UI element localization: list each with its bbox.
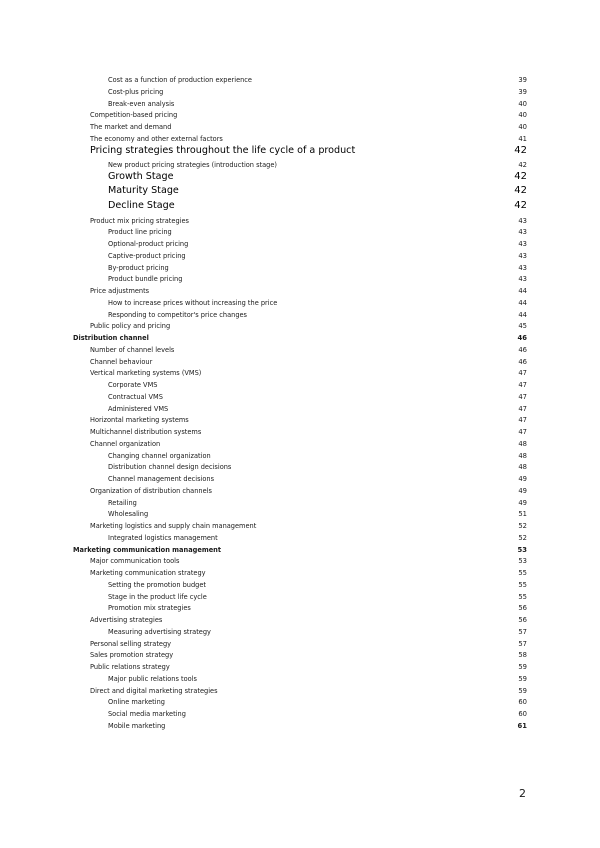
toc-entry[interactable] [73,544,527,556]
toc-entry-page: 44 [518,310,527,319]
page-number: 2 [519,787,526,800]
toc-entry-page: 42 [514,185,527,197]
toc-entry[interactable] [108,532,527,544]
toc-entry-page: 42 [514,200,527,212]
toc-entry[interactable] [73,332,527,344]
toc-entry-title: Number of channel levels [90,345,175,354]
toc-entry-page: 39 [518,87,527,96]
toc-entry-title: Product bundle pricing [108,275,183,284]
toc-entry[interactable] [108,185,527,197]
toc-entry-page: 40 [518,111,527,120]
toc-entry-page: 46 [518,357,527,366]
toc-entry-page: 48 [518,463,527,472]
toc-entry-page: 51 [518,510,527,519]
toc-entry[interactable] [108,473,527,485]
toc-entry-title: Break-even analysis [108,99,175,108]
toc-entry[interactable] [90,426,527,438]
toc-entry-title: Mobile marketing [108,721,166,730]
toc-entry[interactable] [108,720,527,732]
toc-entry-title: Advertising strategies [90,616,163,625]
toc-entry-page: 57 [518,627,527,636]
toc-entry-page: 40 [518,123,527,131]
toc-entry[interactable] [108,403,527,415]
toc-entry[interactable] [90,438,527,450]
toc-entry[interactable] [90,685,527,697]
toc-entry[interactable] [90,109,527,121]
toc-entry-page: 47 [518,416,527,425]
toc-entry-page: 42 [514,144,527,156]
toc-entry-title: Growth Stage [108,170,174,182]
toc-entry[interactable] [90,285,527,297]
toc-entry[interactable] [90,145,527,157]
toc-entry[interactable] [108,379,527,391]
toc-entry-page: 46 [517,334,527,343]
toc-entry[interactable] [108,708,527,720]
toc-entry-page: 49 [518,498,527,507]
toc-entry-page: 43 [518,263,527,272]
toc-entry-title: Multichannel distribution systems [90,428,202,437]
toc-entry[interactable] [90,567,527,579]
toc-entry-page: 59 [518,686,527,695]
toc-entry-page: 47 [518,392,527,401]
toc-entry[interactable] [108,98,527,110]
toc-entry-title: Personal selling strategy [90,639,172,648]
toc-entry-title: Stage in the product life cycle [108,592,207,601]
toc-entry[interactable] [108,250,527,262]
toc-entry[interactable] [90,485,527,497]
toc-entry-title: Channel organization [90,439,161,448]
toc-entry-page: 42 [518,161,527,170]
toc-entry-page: 43 [518,240,527,249]
toc-entry-title: Sales promotion strategy [90,651,174,660]
toc-entry-title: Distribution channel [73,334,149,343]
toc-entry-title: Public relations strategy [90,663,170,672]
toc-entry-page: 59 [518,674,527,683]
toc-entry-page: 41 [518,134,527,143]
toc-entry[interactable] [90,356,527,368]
toc-entry[interactable] [108,86,527,98]
toc-entry[interactable] [108,262,527,274]
toc-entry-title: Public policy and pricing [90,322,171,331]
toc-entry-title: Price adjustments [90,287,150,296]
toc-entry[interactable] [108,200,527,212]
toc-entry-title: By-product pricing [108,263,169,272]
toc-entry-title: Product mix pricing strategies [90,216,189,225]
toc-entry-title: Horizontal marketing systems [90,416,189,425]
toc-entry-title: Promotion mix strategies [108,604,191,613]
toc-entry-title: Measuring advertising strategy [108,627,211,636]
toc-entry-page: 53 [518,557,527,566]
toc-entry[interactable] [108,696,527,708]
toc-entry-title: Channel behaviour [90,357,153,366]
toc-entry-page: 59 [518,663,527,672]
toc-entry-page: 42 [514,170,527,182]
toc-entry[interactable] [108,602,527,614]
toc-entry-title: Changing channel organization [108,451,211,460]
toc-entry-title: Distribution channel design decisions [108,463,232,472]
toc-entry-title: Optional-product pricing [108,240,189,249]
toc-entry-page: 49 [518,475,527,484]
toc-entry-title: Wholesaling [108,510,149,519]
toc-entry-page: 52 [518,522,527,531]
toc-entry[interactable] [108,579,527,591]
toc-entry-title: Contractual VMS [108,392,163,401]
toc-entry-title: Major public relations tools [108,674,197,683]
toc-entry-page: 47 [518,428,527,437]
toc-entry-title: New product pricing strategies (introduction stage) [108,161,277,170]
toc-entry-title: Vertical marketing systems (VMS) [90,369,202,378]
toc-entry[interactable] [108,171,527,183]
toc-entry-title: Corporate VMS [108,381,158,390]
toc-entry[interactable] [108,673,527,685]
toc-entry-page: 55 [518,569,527,578]
toc-entry[interactable] [90,320,527,332]
toc-entry-title: Online marketing [108,698,165,707]
toc-entry-title: Social media marketing [108,710,186,719]
toc-entry-page: 55 [518,580,527,589]
toc-entry-title: Marketing logistics and supply chain management [90,522,257,531]
toc-entry-page: 53 [517,545,527,554]
toc-entry[interactable] [108,391,527,403]
toc-entry[interactable] [108,159,527,171]
toc-entry-title: Decline Stage [108,200,175,212]
toc-entry-title: Marketing communication strategy [90,569,206,578]
toc-entry-page: 47 [518,381,527,390]
toc-entry-title: Major communication tools [90,557,180,566]
toc-entry-title: Channel management decisions [108,475,215,484]
toc-entry[interactable] [108,508,527,520]
toc-entry[interactable] [90,121,527,133]
toc-entry[interactable] [108,461,527,473]
toc-entry-page: 56 [518,616,527,625]
toc-entry-title: Product line pricing [108,228,172,237]
toc-entry-page: 61 [517,721,527,730]
toc-entry[interactable] [108,450,527,462]
toc-entry-page: 43 [518,216,527,225]
toc-entry-page: 44 [518,287,527,296]
toc-entry-title: Organization of distribution channels [90,486,212,495]
toc-entry[interactable] [108,273,527,285]
toc-entry[interactable] [108,297,527,309]
toc-entry-title: Integrated logistics management [108,533,218,542]
toc-entry-page: 43 [518,275,527,284]
toc-entry-page: 56 [518,604,527,613]
toc-entry-title: Responding to competitor's price changes [108,310,247,319]
toc-entry-title: Cost as a function of production experience [108,76,252,84]
toc-entry[interactable] [90,661,527,673]
toc-entry[interactable] [108,591,527,603]
toc-entry[interactable] [90,638,527,650]
toc-entry-title: Competition-based pricing [90,111,178,120]
toc-entry[interactable] [108,238,527,250]
toc-entry-title: Marketing communication management [73,545,222,554]
toc-entry-page: 55 [518,592,527,601]
toc-entry-page: 47 [518,369,527,378]
toc-entry-title: The economy and other external factors [90,134,223,143]
toc-entry-title: Maturity Stage [108,185,179,197]
toc-entry[interactable] [108,626,527,638]
toc-entry[interactable] [108,74,527,86]
toc-entry-title: Setting the promotion budget [108,580,206,589]
toc-entry-title: Administered VMS [108,404,169,413]
toc-entry-page: 60 [518,710,527,719]
toc-entry-page: 52 [518,533,527,542]
toc-entry-page: 58 [518,651,527,660]
toc-entry-page: 60 [518,698,527,707]
toc-entry[interactable] [90,614,527,626]
toc-entry-page: 48 [518,451,527,460]
toc-entry-page: 48 [518,439,527,448]
toc-entry[interactable] [90,414,527,426]
toc-entry-page: 45 [518,322,527,331]
toc-entry[interactable] [108,309,527,321]
toc-entry-title: The market and demand [90,123,172,131]
toc-entry[interactable] [90,215,527,227]
toc-entry-page: 43 [518,228,527,237]
toc-entry[interactable] [90,520,527,532]
toc-entry[interactable] [90,367,527,379]
toc-entry-title: Cost-plus pricing [108,87,164,96]
toc-entry-title: Direct and digital marketing strategies [90,686,218,695]
toc-entry-title: How to increase prices without increasing the price [108,298,278,307]
toc-entry[interactable] [108,497,527,509]
toc-entry-page: 57 [518,639,527,648]
toc-entry-title: Captive-product pricing [108,251,186,260]
toc-entry[interactable] [90,344,527,356]
toc-entry-title: Pricing strategies throughout the life cycle of a product [90,144,356,156]
toc-entry[interactable] [108,226,527,238]
toc-entry[interactable] [90,555,527,567]
toc-entry-page: 39 [518,76,527,84]
toc-entry-page: 43 [518,251,527,260]
toc-entry-page: 49 [518,486,527,495]
toc-entry-title: Retailing [108,498,137,507]
toc-entry[interactable] [90,649,527,661]
toc-entry-page: 44 [518,298,527,307]
toc-entry-page: 47 [518,404,527,413]
toc-entry[interactable] [90,133,527,145]
toc-entry-page: 46 [518,345,527,354]
toc-entry-page: 40 [518,99,527,108]
